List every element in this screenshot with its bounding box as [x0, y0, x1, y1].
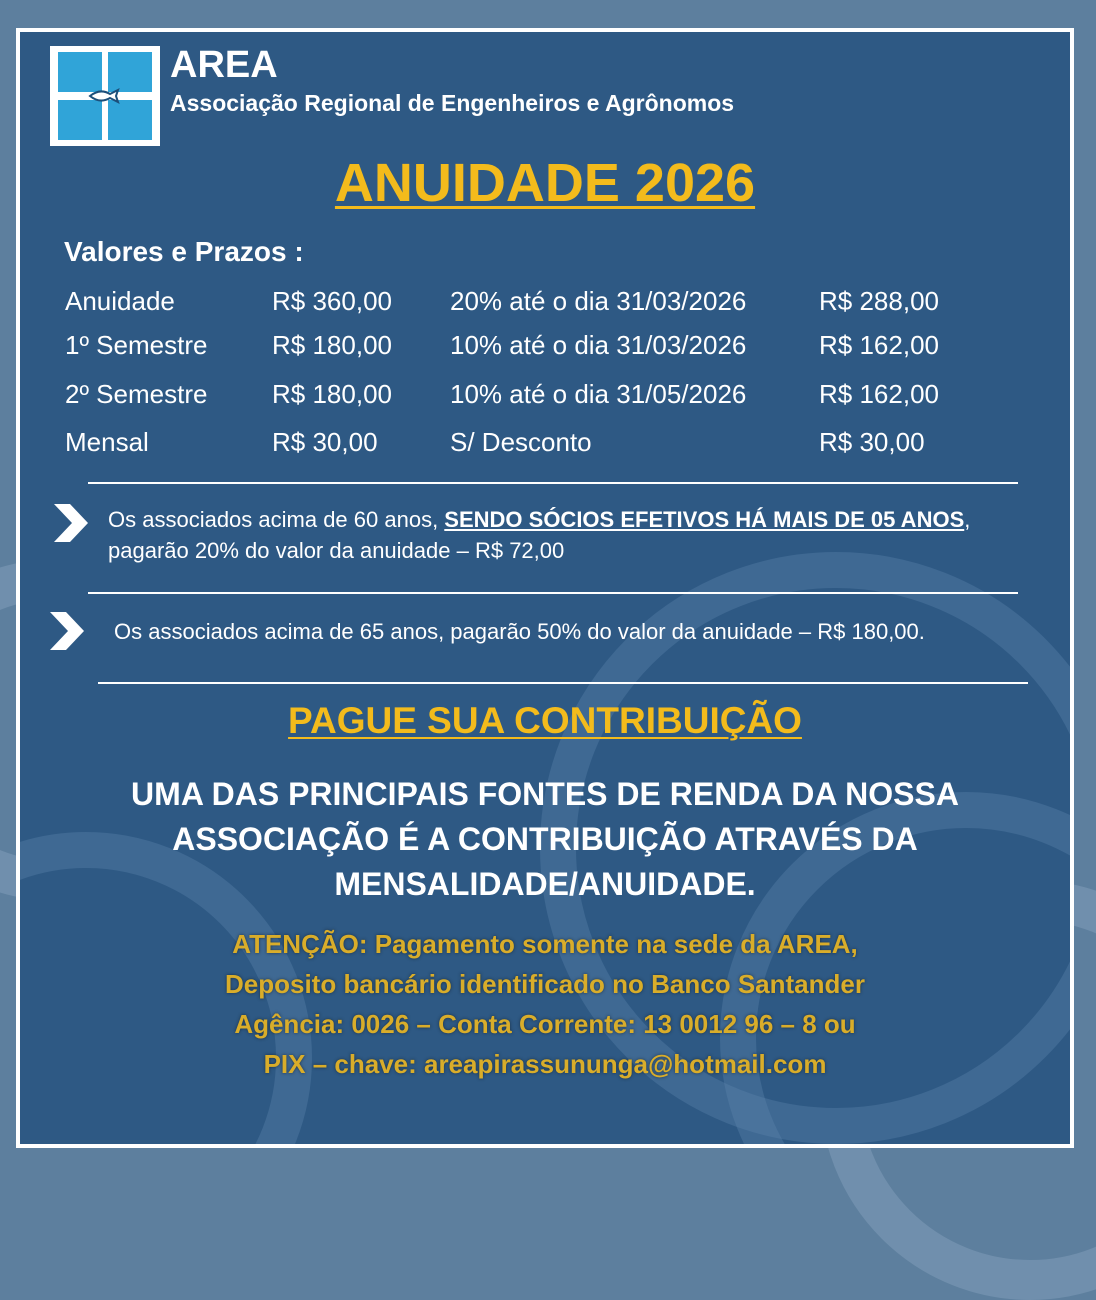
price-value: R$ 360,00 [272, 286, 392, 316]
pix-key-line: PIX – chave: areapirassununga@hotmail.com [263, 1049, 827, 1079]
statement-line: UMA DAS PRINCIPAIS FONTES DE RENDA DA NOSSA [131, 776, 959, 812]
price-item: Mensal [65, 427, 149, 457]
contribution-statement [50, 772, 1040, 907]
chevron-right-icon [52, 502, 90, 544]
senior-60-note: Os associados acima de 60 anos, SENDO SÓCIOS EFETIVOS HÁ MAIS DE 05 ANOS, pagarão 20% do valor da anuidade – R$ 72,00 [108, 507, 971, 563]
instruction-line: ATENÇÃO: Pagamento somente na sede da AREA, [232, 929, 858, 959]
price-row [20, 427, 1070, 463]
senior-65-note: Os associados acima de 65 anos, pagarão 50% do valor da anuidade – R$ 180,00. [114, 619, 925, 644]
price-item: Anuidade [65, 286, 175, 316]
organization-full-name: Associação Regional de Engenheiros e Agrônomos [170, 90, 735, 116]
price-row [20, 330, 1070, 366]
price-value: R$ 30,00 [272, 427, 378, 457]
price-discount: 20% até o dia 31/03/2026 [450, 286, 747, 316]
price-discount: 10% até o dia 31/05/2026 [450, 379, 747, 409]
divider [98, 682, 1028, 684]
price-final: R$ 162,00 [819, 379, 939, 409]
announcement-panel [16, 28, 1074, 1148]
payment-instructions [100, 924, 990, 1084]
price-item: 2º Semestre [65, 379, 208, 409]
divider [88, 482, 1018, 484]
price-final: R$ 288,00 [819, 286, 939, 316]
price-value: R$ 180,00 [272, 330, 392, 360]
effective-member-emphasis: SENDO SÓCIOS EFETIVOS HÁ MAIS DE 05 ANOS [444, 507, 965, 532]
instruction-line: Agência: 0026 – Conta Corrente: 13 0012 96 – 8 ou [234, 1009, 856, 1039]
divider [88, 592, 1018, 594]
chevron-right-icon [48, 610, 86, 652]
price-discount: S/ Desconto [450, 427, 592, 457]
price-item: 1º Semestre [65, 330, 208, 360]
price-value: R$ 180,00 [272, 379, 392, 409]
statement-line: MENSALIDADE/ANUIDADE. [334, 866, 756, 902]
price-row [20, 286, 1070, 322]
instruction-line: Deposito bancário identificado no Banco Santander [225, 969, 865, 999]
price-discount: 10% até o dia 31/03/2026 [450, 330, 747, 360]
section-subtitle: Valores e Prazos : [64, 236, 304, 267]
statement-line: ASSOCIAÇÃO É A CONTRIBUIÇÃO ATRAVÉS DA [172, 821, 918, 857]
payment-heading: PAGUE SUA CONTRIBUIÇÃO [288, 700, 802, 741]
price-row [20, 379, 1070, 415]
page-title: ANUIDADE 2026 [334, 153, 756, 213]
area-logo [50, 46, 160, 146]
fish-icon [88, 88, 122, 104]
price-final: R$ 30,00 [819, 427, 925, 457]
organization-acronym: AREA [170, 44, 278, 86]
price-final: R$ 162,00 [819, 330, 939, 360]
